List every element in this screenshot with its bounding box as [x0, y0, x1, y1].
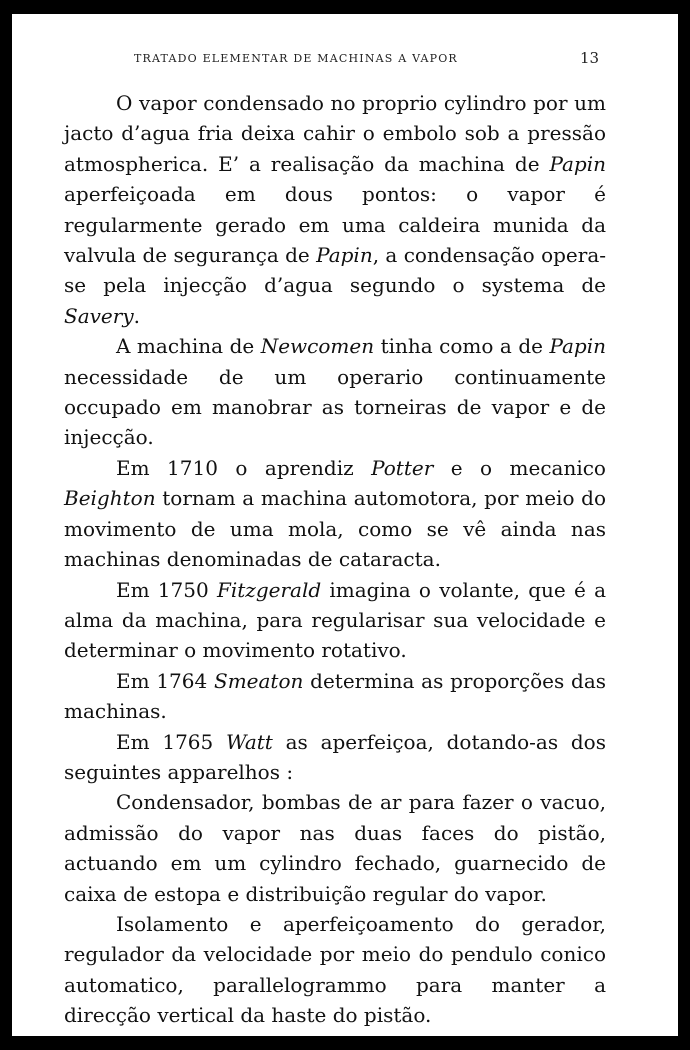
paragraph-1-end: .	[133, 303, 140, 328]
paragraph-2-text-3: necessidade de um operario continuamente occupado em manobrar as torneiras de vapor e de injecção.	[64, 364, 606, 450]
paragraph-4-text: Em 1750	[116, 577, 217, 602]
paragraph-5-text: Em 1764	[116, 668, 214, 693]
name-newcomen: Newcomen	[260, 334, 375, 359]
paragraph-7: Condensador, bombas de ar para fazer o vacuo, admissão do vapor nas duas faces do pistão, actuando em um cylindro fechado, guarnecido de caixa de estopa e distribuição regular do vapor.	[64, 790, 606, 906]
paragraph-1-text-2: aperfeiçoada em dous pontos: o vapor é regularmente gerado em uma caldeira munida da valvula de segurança de	[64, 182, 606, 268]
paragraph-5	[64, 666, 606, 727]
paragraph-4	[64, 575, 606, 666]
name-savery: Savery	[64, 303, 134, 328]
paragraph-8: Isolamento e aperfeiçoamento do gerador, regulador da velocidade por meio do pendulo conico automatico, parallelogrammo para manter a direcção vertical da haste do pistão.	[64, 911, 606, 1028]
paragraph-2-text: A machina de	[116, 334, 261, 359]
paragraph-5-text-2: determina as proporções das machinas.	[64, 668, 607, 724]
name-papin-3: Papin	[549, 334, 606, 359]
paragraph-1-text-3: , a condensação opera-se pela injecção d’agua segundo o systema de	[64, 243, 606, 298]
page-number: 13	[580, 49, 600, 67]
paragraph-3	[64, 453, 606, 575]
paragraph-2-text-2: tinha como a de	[374, 334, 550, 359]
paragraph-4-text-2: imagina o volante, que é a alma da machina, para regularisar sua velocidade e determinar o movimento rotativo.	[64, 577, 606, 663]
page-header	[12, 49, 678, 74]
body-text	[64, 88, 606, 1031]
name-fitzgerald: Fitzgerald	[216, 577, 322, 602]
paragraph-3-text: Em 1710 o aprendiz	[116, 455, 372, 480]
paragraph-6-text-2: as aperfeiçoa, dotando-as dos seguintes apparelhos :	[64, 729, 606, 784]
name-papin: Papin	[549, 151, 606, 176]
book-page	[12, 14, 678, 1036]
paragraph-3-text-3: tornam a machina automotora, por meio do movimento de uma mola, como se vê ainda nas machinas denominadas de cataracta.	[64, 486, 606, 572]
paragraph-3-text-2: e o mecanico	[433, 455, 606, 480]
name-potter: Potter	[371, 455, 434, 480]
paragraph-1	[64, 88, 606, 331]
name-watt: Watt	[226, 729, 273, 754]
paragraph-6-text: Em 1765	[116, 729, 227, 754]
paragraph-1-text: O vapor condensado no proprio cylindro por um jacto d’agua fria deixa cahir o embolo sob a pressão atmospherica. E’ a realisação da machina de	[64, 91, 606, 176]
paragraph-2	[64, 331, 606, 453]
name-beighton: Beighton	[64, 486, 156, 511]
name-papin-2: Papin	[316, 243, 373, 268]
name-smeaton: Smeaton	[214, 668, 304, 693]
paragraph-6	[64, 727, 606, 788]
running-title: TRATADO ELEMENTAR DE MACHINAS A VAPOR	[134, 52, 458, 65]
